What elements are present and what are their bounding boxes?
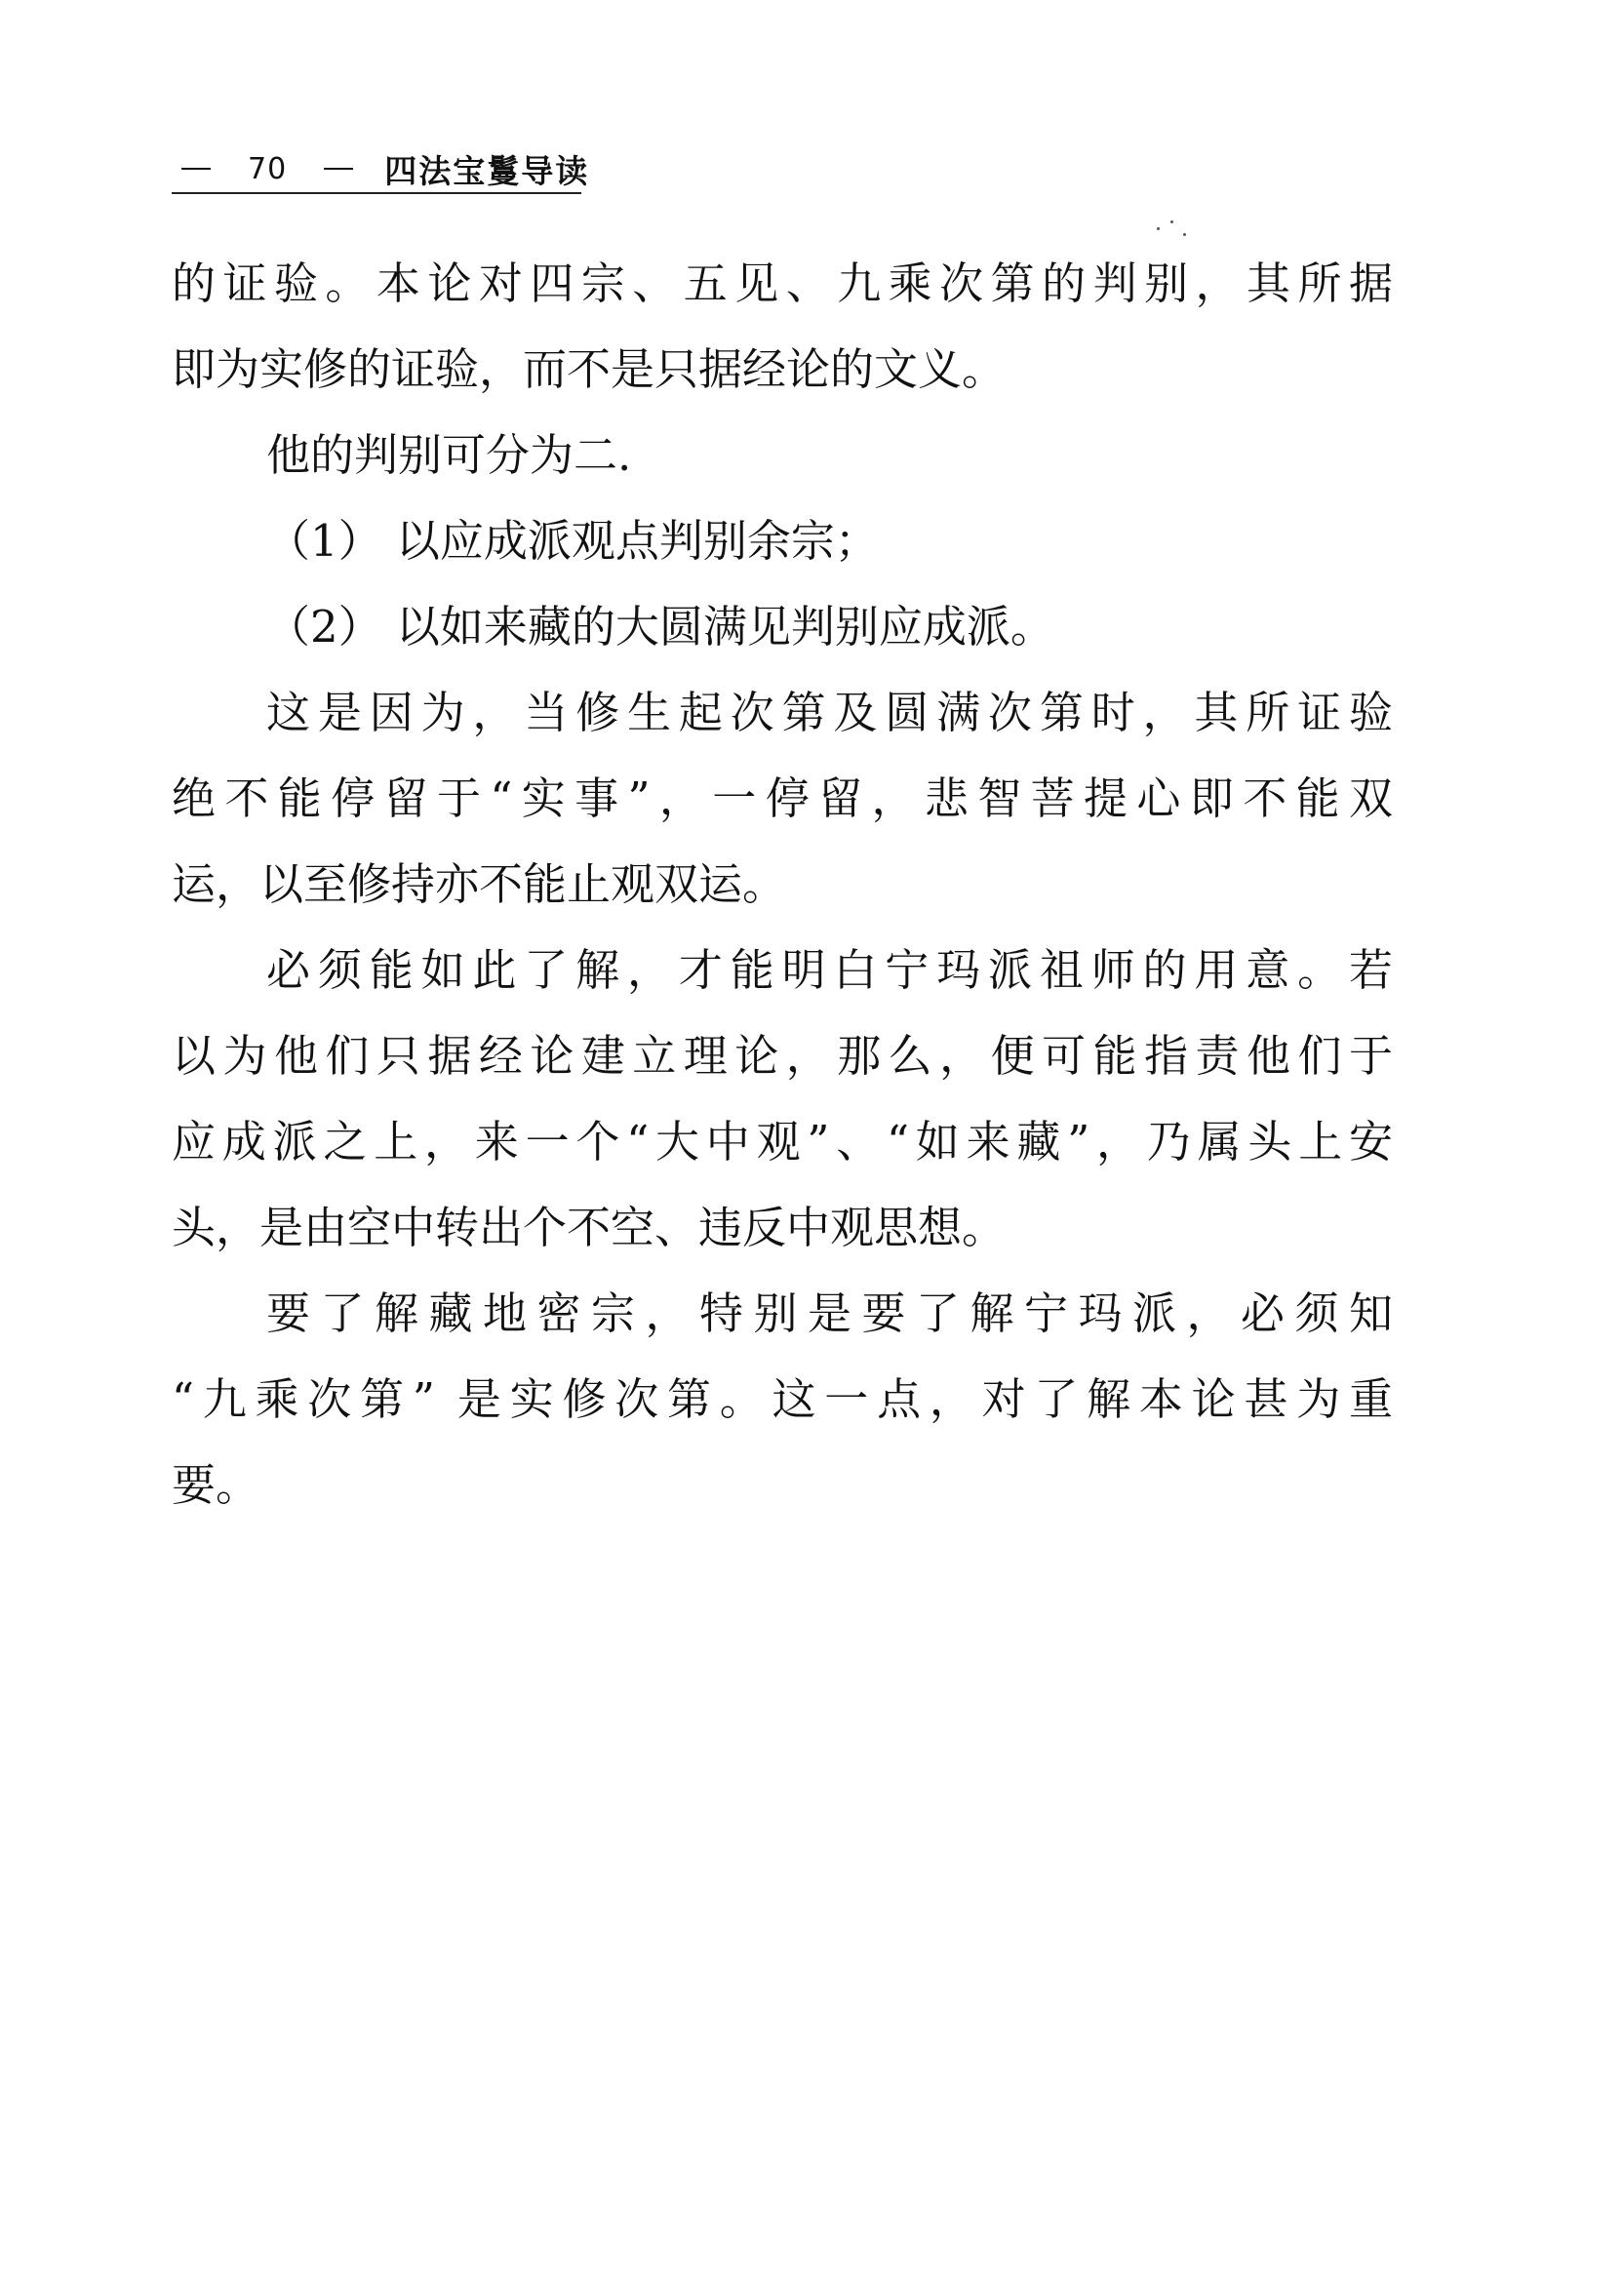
body-line: 要。	[172, 1459, 260, 1511]
body-line: “九乘次第” 是实修次第。这一点，对了解本论甚为重	[172, 1373, 1393, 1425]
page-number: 70	[248, 151, 288, 186]
body-text	[172, 241, 1393, 1528]
list-item: （1） 以应成派观点判别余宗；	[266, 515, 879, 567]
header-dash-right	[324, 168, 353, 170]
header-dash-left	[181, 168, 211, 170]
body-line: 必须能如此了解，才能明白宁玛派祖师的用意。若	[266, 944, 1393, 996]
body-line: 即为实修的证验，而不是只据经论的文义。	[172, 343, 1007, 395]
scan-speck	[1170, 220, 1173, 223]
body-line: 他的判别可分为二.	[266, 429, 632, 481]
body-line: 绝不能停留于“实事”，一停留，悲智菩提心即不能双	[172, 772, 1393, 824]
scan-speck	[1183, 233, 1186, 236]
header-rule	[172, 192, 581, 194]
body-line: 运，以至修持亦不能止观双运。	[172, 858, 787, 910]
body-line: 这是因为，当修生起次第及圆满次第时，其所证验	[266, 687, 1393, 738]
scan-speck	[1157, 227, 1160, 230]
list-item: （2） 以如来藏的大圆满见判别应成派。	[266, 601, 1054, 653]
body-line: 头，是由空中转出个不空、违反中观思想。	[172, 1202, 1007, 1253]
body-line: 的证验。本论对四宗、五见、九乘次第的判别，其所据	[172, 257, 1393, 309]
body-line: 应成派之上，来一个“大中观”、“如来藏”，乃属头上安	[172, 1116, 1393, 1168]
running-header	[172, 144, 589, 193]
body-line: 要了解藏地密宗，特别是要了解宁玛派，必须知	[266, 1287, 1393, 1339]
body-line: 以为他们只据经论建立理论，那么，便可能指责他们于	[172, 1030, 1393, 1082]
book-title: 四法宝鬘导读	[384, 151, 590, 190]
